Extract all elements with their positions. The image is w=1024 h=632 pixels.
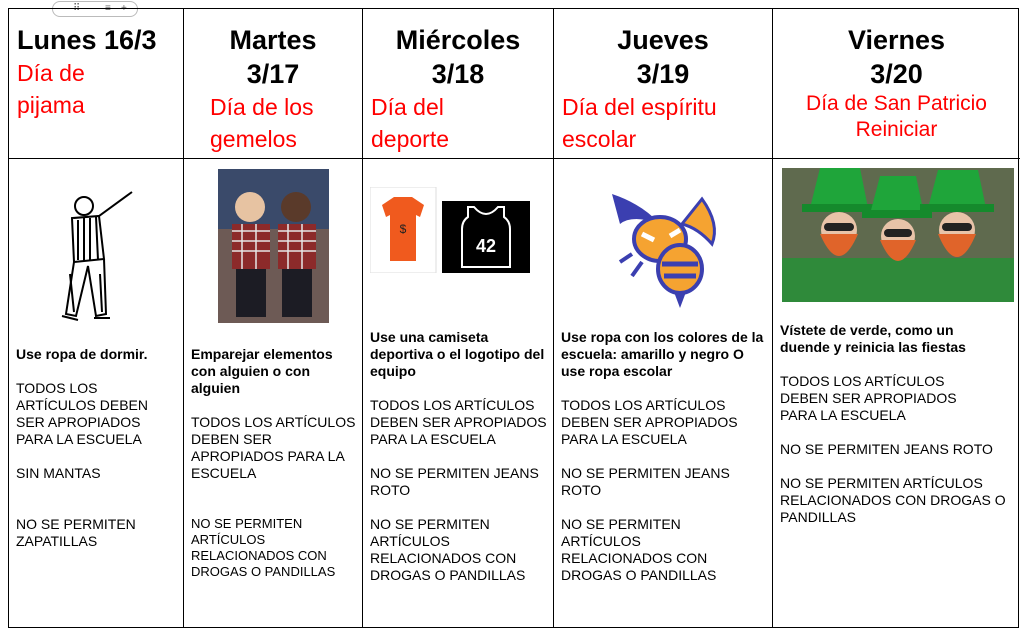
jerseys-icon (370, 187, 530, 273)
body-tuesday (191, 346, 356, 597)
day-title: Jueves 3/19 (617, 25, 709, 89)
rule-text: NO SE PERMITEN JEANS ROTO (780, 441, 993, 457)
body-friday (780, 322, 1015, 543)
rule-text: TODOS LOS ARTÍCULOS DEBEN SER APROPIADOS PARA LA ESCUELA (16, 380, 148, 447)
day-theme: Día de San Patricio Reiniciar (806, 92, 987, 141)
rule-text: TODOS LOS ARTÍCULOS DEBEN SER APROPIADOS PARA LA ESCUELA (370, 397, 547, 447)
drag-handle-icon[interactable]: ⠿ (73, 3, 81, 14)
day-theme: Día de pijama (17, 60, 85, 118)
header-wednesday (363, 9, 553, 159)
leprechauns-photo-icon (782, 168, 1014, 302)
rule-text: TODOS LOS ARTÍCULOS DEBEN SER APROPIADOS PARA LA ESCUELA (561, 397, 738, 447)
header-thursday (554, 9, 772, 159)
lead-text: Use una camiseta deportiva o el logotipo del equipo (370, 329, 545, 379)
svg-text:$: $ (399, 222, 407, 236)
sort-icon[interactable]: ≡ (105, 3, 111, 14)
rule-text: NO SE PERMITEN ARTÍCULOS RELACIONADOS CON DROGAS O PANDILLAS (780, 475, 1006, 525)
spirit-week-table (8, 8, 1019, 628)
add-icon[interactable]: + (121, 3, 127, 14)
hornet-mascot-icon (602, 184, 724, 309)
lead-text: Vístete de verde, como un duende y reinicia las fiestas (780, 322, 966, 355)
day-title: Lunes 16/3 (17, 25, 157, 55)
header-tuesday (184, 9, 362, 159)
rule-text: NO SE PERMITEN ARTÍCULOS RELACIONADOS CON DROGAS O PANDILLAS (370, 516, 526, 583)
column-monday (9, 9, 184, 627)
rule-text: TODOS LOS ARTÍCULOS DEBEN SER APROPIADOS PARA LA ESCUELA (191, 414, 356, 481)
body-thursday (561, 329, 769, 601)
rule-text: NO SE PERMITEN ZAPATILLAS (16, 516, 136, 549)
lead-text: Use ropa de dormir. (16, 346, 148, 362)
body-monday (16, 346, 176, 567)
rule-text: NO SE PERMITEN ARTÍCULOS RELACIONADOS CON DROGAS O PANDILLAS (191, 516, 336, 579)
day-theme: Día del deporte (371, 94, 450, 152)
day-theme: Día del espíritu escolar (562, 94, 717, 152)
jersey-number: 42 (475, 236, 497, 256)
rule-text: SIN MANTAS (16, 465, 101, 481)
header-monday (9, 9, 183, 159)
rule-text: NO SE PERMITEN ARTÍCULOS RELACIONADOS CON DROGAS O PANDILLAS (561, 516, 717, 583)
lead-text: Emparejar elementos con alguien o con alguien (191, 346, 333, 396)
rule-text: NO SE PERMITEN JEANS ROTO (561, 465, 730, 498)
column-friday (773, 9, 1020, 627)
day-title: Miércoles 3/18 (395, 25, 521, 89)
rule-text: TODOS LOS ARTÍCULOS DEBEN SER APROPIADOS PARA LA ESCUELA (780, 373, 957, 423)
lead-text: Use ropa con los colores de la escuela: amarillo y negro O use ropa escolar (561, 329, 764, 379)
day-title: Martes 3/17 (229, 25, 317, 89)
rule-text: NO SE PERMITEN JEANS ROTO (370, 465, 539, 498)
pajama-man-icon (44, 184, 144, 329)
twins-photo-icon (218, 169, 329, 323)
header-friday (773, 9, 1020, 159)
body-wednesday (370, 329, 550, 601)
day-theme: Día de los gemelos (210, 94, 314, 152)
column-wednesday (363, 9, 554, 627)
column-thursday (554, 9, 773, 627)
column-tuesday (184, 9, 363, 627)
day-title: Viernes 3/20 (847, 25, 946, 89)
